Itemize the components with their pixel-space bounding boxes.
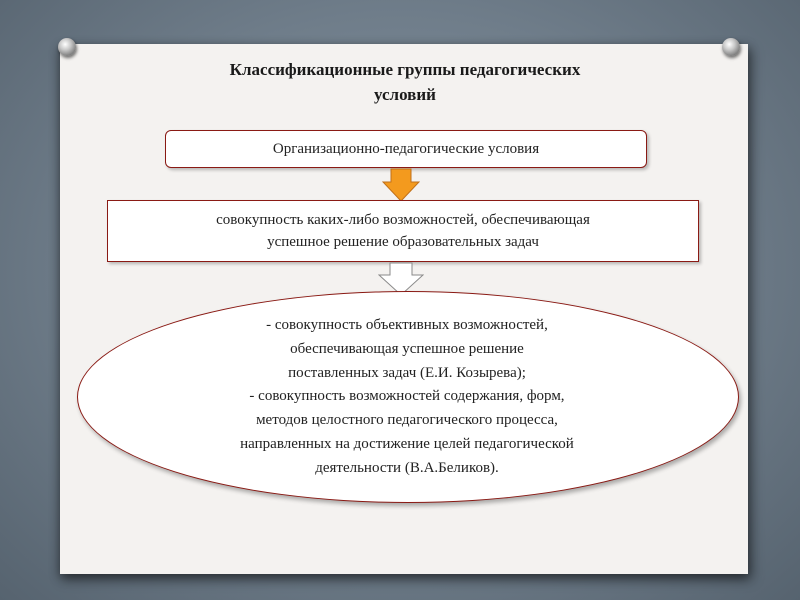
- definitions-text: [150, 314, 664, 481]
- middle-box-line-2: успешное решение образовательных задач: [267, 234, 539, 250]
- down-arrow-orange-icon: [382, 168, 420, 202]
- definition-line: методов целостного педагогического процесса,: [256, 412, 558, 429]
- definition-line: деятельности (В.А.Беликов).: [315, 459, 499, 476]
- definition-line: обеспечивающая успешное решение: [290, 340, 524, 357]
- definition-line: - совокупность возможностей содержания, форм,: [249, 388, 565, 405]
- top-box-label: Организационно-педагогические условия: [272, 140, 540, 157]
- pushpin-icon: [58, 38, 76, 56]
- top-box: [165, 130, 647, 168]
- diagram-title: [160, 57, 650, 107]
- definition-line: - совокупность объективных возможностей,: [266, 317, 548, 333]
- middle-box-line-1: совокупность каких-либо возможностей, обеспечивающая: [216, 212, 590, 228]
- pushpin-icon: [722, 38, 740, 56]
- title-line-1: Классификационные группы педагогических: [229, 60, 581, 79]
- definition-line: поставленных задач (Е.И. Козырева);: [288, 364, 526, 381]
- title-line-2: условий: [374, 85, 436, 104]
- definition-line: направленных на достижение целей педагогической: [240, 435, 574, 452]
- middle-box: [107, 200, 699, 262]
